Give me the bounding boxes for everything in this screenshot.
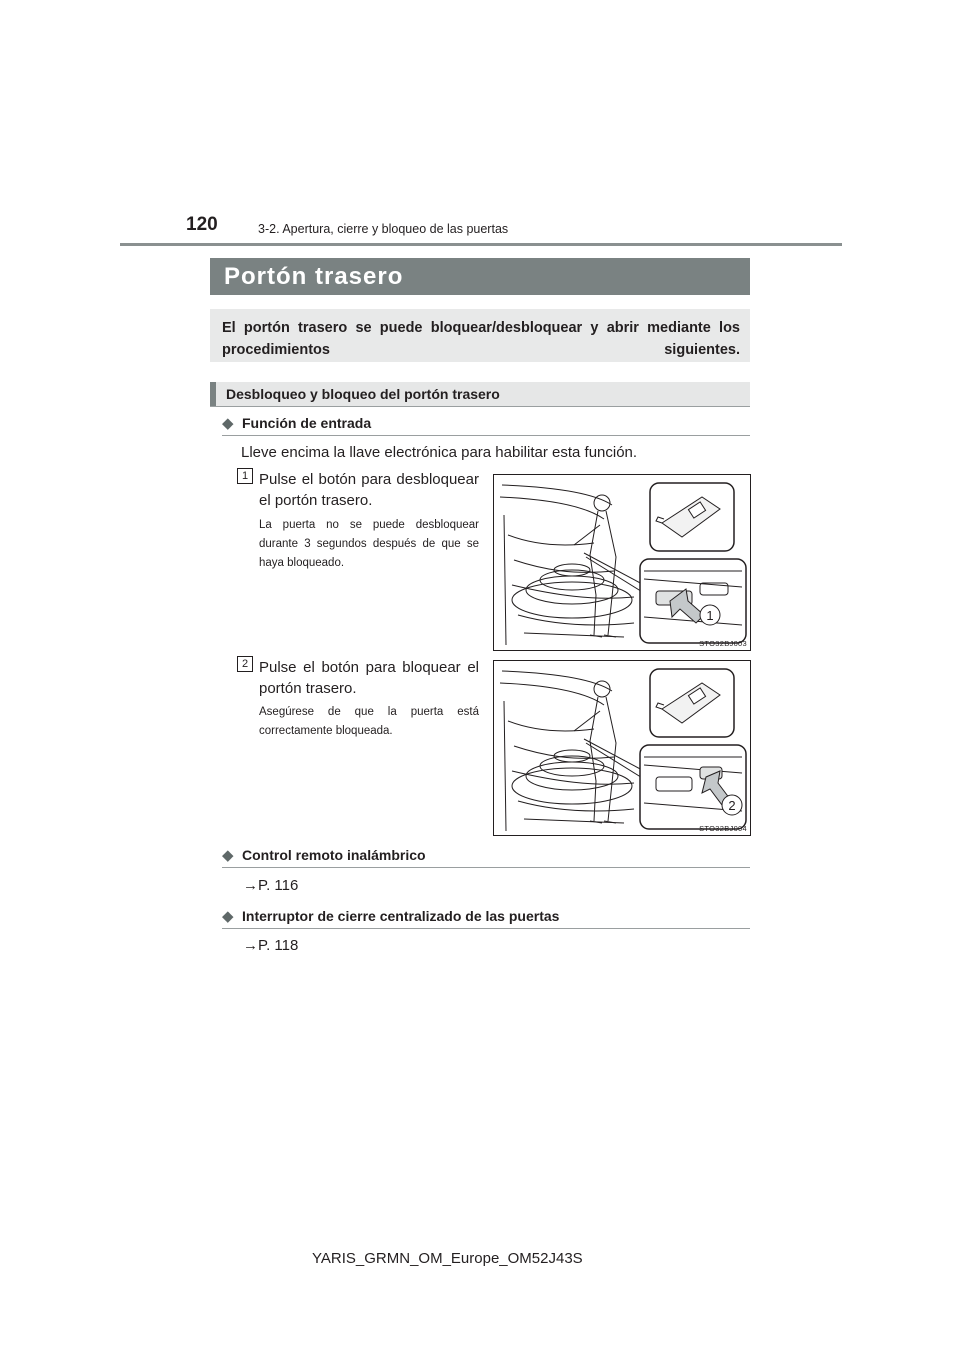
central-lock-heading <box>222 906 750 929</box>
subsection-title: Desbloqueo y bloqueo del portón trasero <box>226 386 500 402</box>
figure-unlock <box>493 474 751 651</box>
subsection-accent <box>210 382 216 406</box>
entry-function-heading <box>222 413 750 436</box>
lock-illustration <box>494 661 750 835</box>
unlock-illustration <box>494 475 750 650</box>
diamond-bullet-icon: ◆ <box>222 908 234 925</box>
step-2-note: Asegúrese de que la puerta está correctamente bloqueada. <box>259 706 479 737</box>
diamond-bullet-icon: ◆ <box>222 847 234 864</box>
remote-heading <box>222 845 750 868</box>
central-lock-title: Interruptor de cierre centralizado de las puertas <box>242 908 560 924</box>
figure-2-code: STO32BJ004 <box>699 824 747 833</box>
intro-text: El portón trasero se puede bloquear/desbloquear y abrir mediante los procedimientos siguientes. <box>222 320 740 358</box>
figure-1-code: STO32BJ003 <box>699 639 747 648</box>
header-divider <box>120 243 842 246</box>
remote-title: Control remoto inalámbrico <box>242 847 426 863</box>
figure-lock <box>493 660 751 836</box>
remote-page-reference[interactable]: →P. 116 <box>243 877 299 894</box>
title-bar <box>210 258 750 295</box>
page-title: Portón trasero <box>224 263 404 290</box>
section-label: 3-2. Apertura, cierre y bloqueo de las puertas <box>258 222 509 236</box>
step-1-text: Pulse el botón para desbloquear el portón trasero. <box>259 471 479 509</box>
step-2-text: Pulse el botón para bloquear el portón trasero. <box>259 659 479 697</box>
footer-document-code: YARIS_GRMN_OM_Europe_OM52J43S <box>312 1250 583 1267</box>
page-number: 120 <box>186 214 218 235</box>
step-number-1: 1 <box>237 468 253 484</box>
step-number-2: 2 <box>237 656 253 672</box>
intro-box <box>210 309 750 362</box>
figure-2-callout: 2 <box>728 798 736 813</box>
subsection-heading-bar <box>210 382 750 407</box>
figure-1-callout: 1 <box>706 608 714 623</box>
entry-function-title: Función de entrada <box>242 415 372 431</box>
step-1-note: La puerta no se puede desbloquear durante 3 segundos después de que se haya bloqueado. <box>259 519 479 569</box>
diamond-bullet-icon: ◆ <box>222 415 234 432</box>
central-lock-page-reference[interactable]: →P. 118 <box>243 937 299 954</box>
entry-function-description: Lleve encima la llave electrónica para habilitar esta función. <box>241 444 638 461</box>
